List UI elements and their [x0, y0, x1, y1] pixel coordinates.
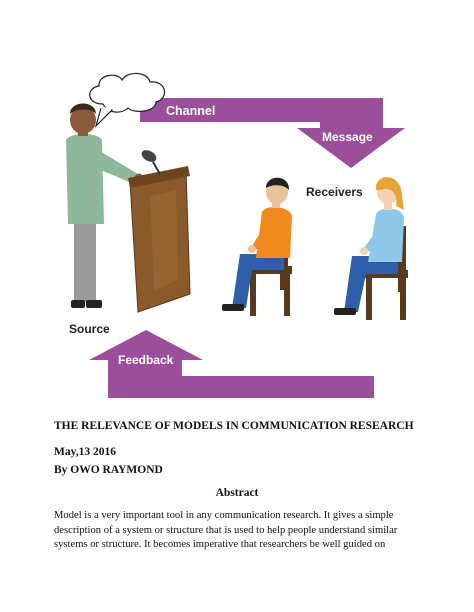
- microphone-icon: [140, 148, 160, 174]
- receiver-figure-1: [222, 178, 292, 316]
- channel-label: Channel: [166, 104, 216, 118]
- document-author: By OWO RAYMOND: [54, 464, 163, 476]
- podium: [128, 166, 190, 312]
- abstract-line: systems or structure. It becomes imperative that researchers be well guided on: [54, 539, 386, 550]
- abstract-heading: Abstract: [215, 487, 259, 499]
- abstract-body: [54, 509, 426, 553]
- message-label: Message: [322, 130, 373, 144]
- source-label: Source: [69, 322, 110, 336]
- document-date: May,13 2016: [54, 446, 116, 458]
- abstract-line: description of a system or structure that is used to help people understand similar: [54, 524, 398, 536]
- abstract-line: Model is a very important tool in any communication research. It gives a simple: [54, 510, 394, 521]
- document-title: THE RELEVANCE OF MODELS IN COMMUNICATION RESEARCH: [54, 420, 414, 432]
- feedback-label: Feedback: [118, 353, 174, 367]
- receivers-label: Receivers: [306, 185, 363, 199]
